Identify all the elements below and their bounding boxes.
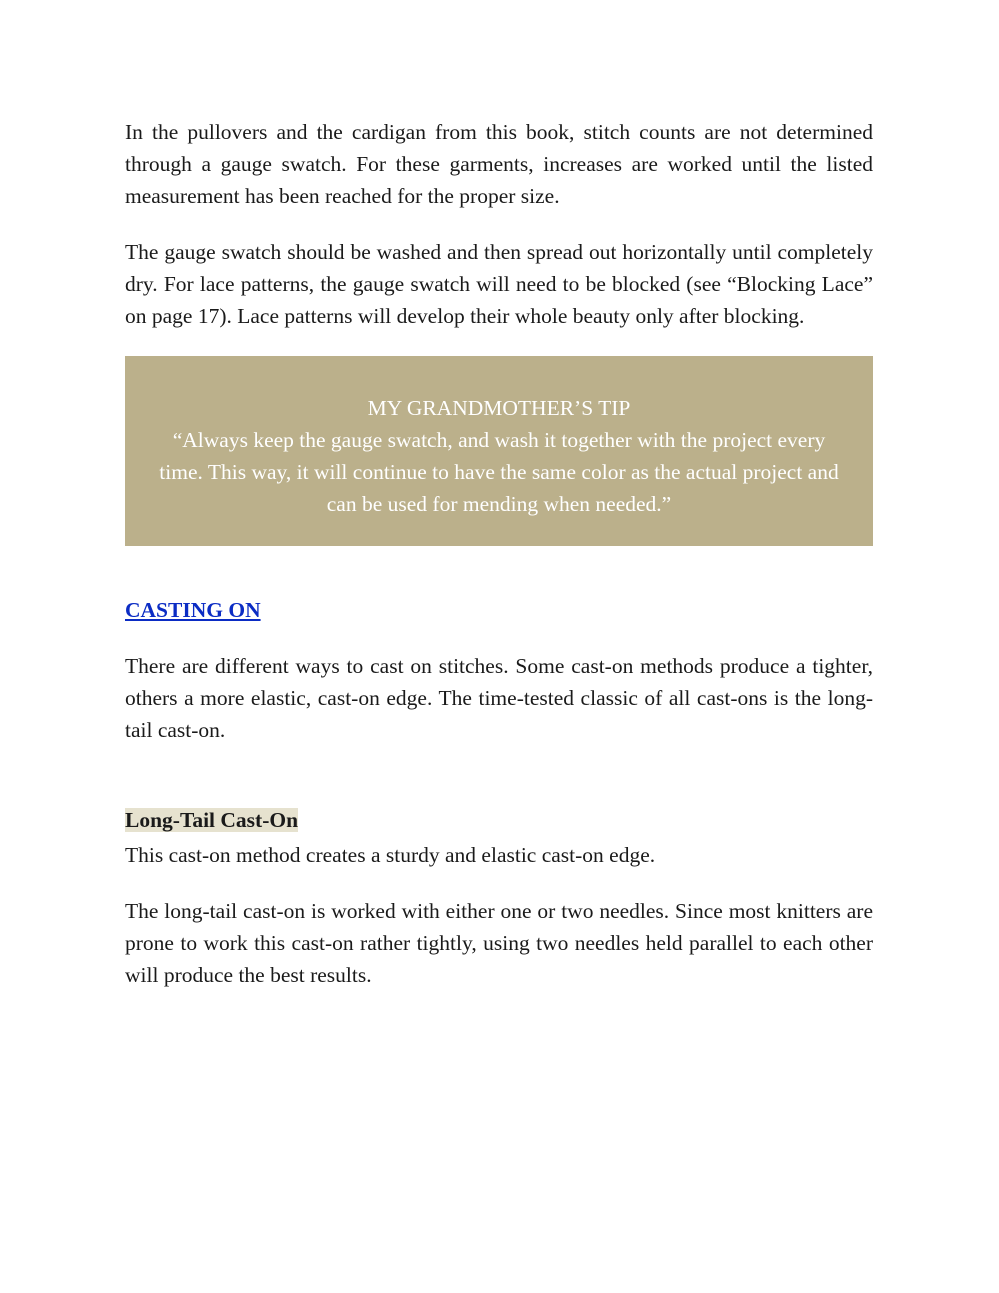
- paragraph-long-tail-needles: The long-tail cast-on is worked with either one or two needles. Since most knitters are prone to work this cast-on rather tightly, using two needles held parallel to each other will produce the best results.: [125, 899, 873, 987]
- paragraph-casting-on-intro: There are different ways to cast on stitches. Some cast-on methods produce a tighter, others a more elastic, cast-on edge. The time-tested classic of all cast-ons is the long-tail cast-on.: [125, 654, 873, 742]
- tip-title: MY GRANDMOTHER’S TIP: [367, 396, 631, 420]
- long-tail-heading: [125, 804, 873, 839]
- tip-text: “Always keep the gauge swatch, and wash it together with the project every time. This way, it will continue to have the same color as the actual project and can be used for mending when needed.”: [159, 428, 839, 516]
- paragraph-stitch-counts: In the pullovers and the cardigan from this book, stitch counts are not determined through a gauge swatch. For these garments, increases are worked until the listed measurement has been reached for the proper size.: [125, 120, 873, 208]
- paragraph-gauge-swatch: The gauge swatch should be washed and then spread out horizontally until completely dry. For lace patterns, the gauge swatch will need to be blocked (see “Blocking Lace” on page 17). Lace patterns will develop their whole beauty only after blocking.: [125, 240, 873, 328]
- page-content: [125, 116, 873, 991]
- grandmothers-tip-box: [125, 356, 873, 546]
- long-tail-heading-text: Long-Tail Cast-On: [125, 808, 299, 832]
- casting-on-heading-link[interactable]: CASTING ON: [125, 598, 261, 622]
- paragraph-long-tail-method: This cast-on method creates a sturdy and elastic cast-on edge.: [125, 843, 656, 867]
